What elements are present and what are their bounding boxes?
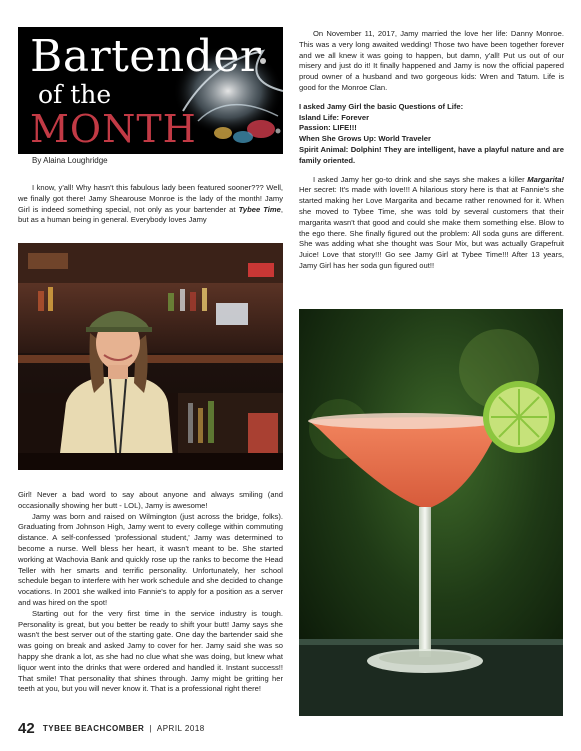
magazine-name: TYBEE BEACHCOMBER bbox=[42, 724, 145, 733]
paragraph-service-industry: Starting out for the very first time in the service industry is tough. Personality is great, but you better be ready to shift your butt! Jamy says she wasn't the best server out of the starting gate. One day the bartender said she was going on break and asked Jamy to cover for her. Jamy said she was so happy she drank a lot, as she had no clue what she was doing, but knew what liquor went into the drinks that were ordered and handled it. Instant success!! That smile! That personality that shines through. Jamy might be gritting her teeth at you, but you will never know it. That is a professional right there! bbox=[18, 608, 283, 694]
qa-when-grows-up: When She Grows Up: World Traveler bbox=[299, 134, 431, 144]
qa-intro: I asked Jamy Girl the basic Questions of Life: bbox=[299, 101, 464, 111]
article-title-banner bbox=[18, 27, 283, 154]
paragraph-drink: I asked Jamy her go-to drink and she says she makes a killer Margarita! Her secret: It's made with love!!! A hilarious story here is that at Fannie's she started making her Love Margarita and became rather renowned for it. When she moved to Tybee Time, she was told by several customers that their margarita wasn't that good and could she make them something else. Blow to the ego there. She finally figured out the problem: All soda guns are different. She was adding what she thought was Sour Mix, but was actually Grapefruit Juice! Love that story!!! Go see Jamy Girl at Tybee Time!!! After 13 years, Jamy Girl has her soda gun figured out!! bbox=[299, 174, 564, 270]
paragraph-wedding: On November 11, 2017, Jamy married the love her life: Danny Monroe. This was a very long awaited wedding! Those two have been together forever and we all knew it was going to happen, but damn, y'all! Put us out of our misery and just do it! It finally happened and Jamy is now the official papered proud owner of a husband and two gorgeous kids: Wren and Tatum. Life is good for the Monroe Clan. bbox=[299, 29, 564, 92]
right-column-body bbox=[299, 29, 564, 272]
qa-island-life: Island Life: Forever bbox=[299, 112, 370, 122]
footer-separator: | bbox=[149, 724, 152, 733]
continued-paragraph: Girl! Never a bad word to say about anyone and always smiling (and occasionally showing her butt - LOL), Jamy is awesome! bbox=[18, 490, 283, 510]
byline: By Alaina Loughridge bbox=[32, 156, 108, 165]
title-line-of-the: of the bbox=[38, 80, 112, 109]
issue-date: APRIL 2018 bbox=[156, 724, 205, 733]
margarita-photo bbox=[299, 309, 563, 716]
title-line-month: MONTH bbox=[30, 107, 197, 151]
bartender-photo bbox=[18, 243, 283, 470]
page-footer bbox=[18, 720, 205, 737]
title-line-bartender: Bartender bbox=[30, 31, 262, 82]
paragraph-background: Jamy was born and raised on Wilmington (just across the bridge, folks). Graduating from Johnson High, Jamy went to every college within commuting distance. A self-confessed 'professional student,' Jamy was determined to become a nurse. Well bless her heart, it wasn't meant to be. She started working at Wachovia Bank and quickly rose up the ranks to become the Head Teller with her smarts and terrific personality. Unfortunately, her school schedule began to interfere with her work schedule and she decided to change vocations. In 2001 she walked into Fannie's to apply for a position as a server and was hired on the spot! bbox=[18, 511, 283, 607]
qa-spirit-animal: Spirit Animal: Dolphin! They are intelligent, have a playful nature and are family oriented. bbox=[299, 144, 564, 165]
left-column-body bbox=[18, 490, 283, 695]
page-number: 42 bbox=[18, 720, 35, 737]
qa-passion: Passion: LIFE!!! bbox=[299, 123, 357, 133]
intro-paragraph: I know, y'all! Why hasn't this fabulous lady been featured sooner??? Well, we finally got there! Jamy Shearouse Monroe is the lady of the month! Jamy Girl is indeed something special, not only as your bartender at Tybee Time, but as a human being in general. Everybody loves Jamy bbox=[18, 183, 283, 225]
